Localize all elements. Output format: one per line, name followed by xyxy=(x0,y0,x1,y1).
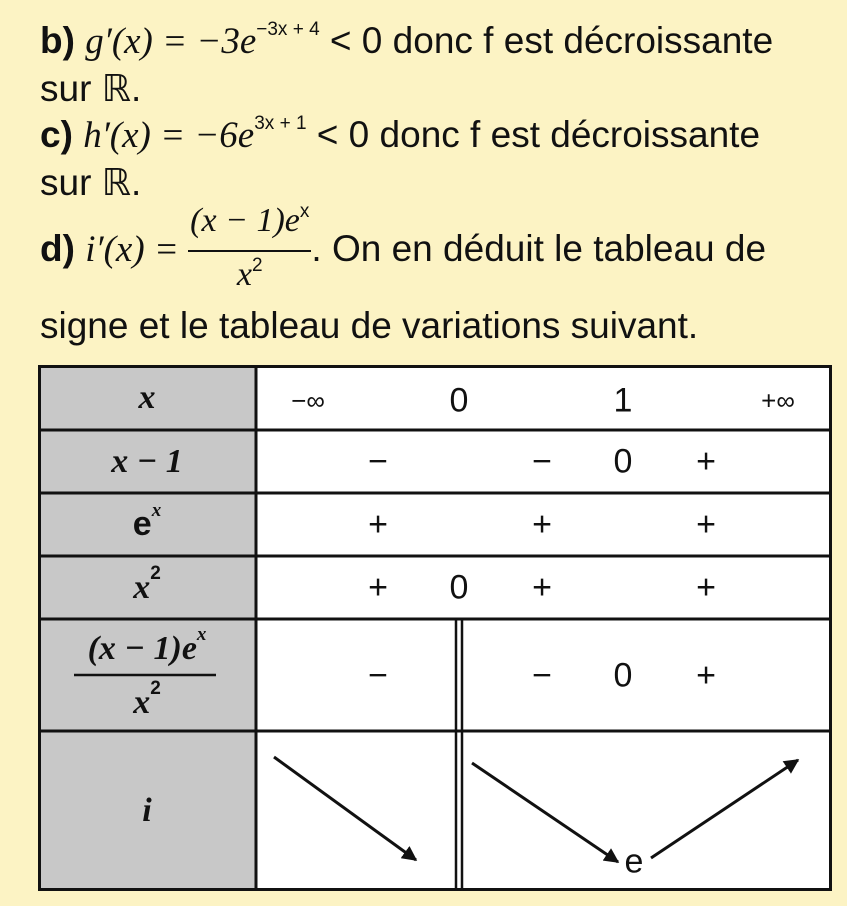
x-value-minus-infinity: −∞ xyxy=(291,385,325,416)
b-conclusion: < 0 donc f est décroissante xyxy=(319,20,774,61)
header-exp-exponent: x xyxy=(151,499,162,521)
x2-sign-1: + xyxy=(368,568,388,607)
label-c: c) xyxy=(40,114,73,155)
label-d: d) xyxy=(40,227,75,269)
header-derivative-numerator xyxy=(38,624,256,671)
header-x2-exponent: 2 xyxy=(150,562,161,584)
xm1-sign-1: − xyxy=(368,442,388,481)
x2-sign-2: + xyxy=(532,568,552,607)
header-x-minus-1-label: x − 1 xyxy=(111,442,183,480)
x-value-zero: 0 xyxy=(449,381,469,420)
line-d xyxy=(40,200,766,302)
header-x2-base: x xyxy=(133,568,151,606)
deriv-sign-3: + xyxy=(696,656,716,695)
ex-sign-2: + xyxy=(532,505,552,544)
g-prime-expr: g′(x) = −3e xyxy=(85,21,257,62)
i-prime-den-exp: 2 xyxy=(252,255,263,276)
xm1-zero: 0 xyxy=(613,442,633,481)
x-value-plus-infinity: +∞ xyxy=(761,385,795,416)
line-c-2: sur ℝ. xyxy=(40,162,142,203)
deriv-sign-2: − xyxy=(532,656,552,695)
header-exp-base: e xyxy=(132,505,152,543)
deriv-zero: 0 xyxy=(613,656,633,695)
label-b: b) xyxy=(40,20,75,61)
header-x-label: x xyxy=(138,378,156,416)
xm1-sign-3: + xyxy=(696,442,716,481)
c-conclusion: < 0 donc f est décroissante xyxy=(306,114,761,155)
g-exponent: −3x + 4 xyxy=(256,19,320,40)
ex-sign-3: + xyxy=(696,505,716,544)
h-exponent: 3x + 1 xyxy=(254,113,307,134)
header-frac-den-exp: 2 xyxy=(150,678,161,699)
minimum-value-label: e xyxy=(624,842,644,881)
i-prime-denominator: x xyxy=(236,256,253,293)
header-x-minus-1 xyxy=(38,430,256,493)
header-frac-num-exp: x xyxy=(196,624,207,645)
header-derivative-denominator xyxy=(38,679,256,727)
header-exp-x xyxy=(38,493,256,556)
i-prime-expr: i′(x) = xyxy=(85,228,189,270)
header-i-label: i xyxy=(142,792,152,829)
line-d-2: signe et le tableau de variations suivant. xyxy=(40,305,699,346)
x-value-one: 1 xyxy=(613,381,633,420)
header-i xyxy=(38,731,256,891)
i-prime-num-exp: x xyxy=(299,201,310,222)
ex-sign-1: + xyxy=(368,505,388,544)
xm1-sign-2: − xyxy=(532,442,552,481)
i-prime-numerator: (x − 1)e xyxy=(190,202,300,239)
deriv-sign-1: − xyxy=(368,656,388,695)
line-b-2: sur ℝ. xyxy=(40,68,142,109)
line-c xyxy=(40,114,760,163)
x2-zero: 0 xyxy=(449,568,469,607)
h-prime-expr: h′(x) = −6e xyxy=(83,115,255,156)
x2-sign-3: + xyxy=(696,568,716,607)
header-x-squared xyxy=(38,556,256,619)
sign-variation-table xyxy=(38,365,832,891)
header-x xyxy=(38,365,256,430)
i-prime-fraction xyxy=(188,200,311,302)
d-conclusion: . On en déduit le tableau de xyxy=(311,227,767,269)
line-b xyxy=(40,20,773,69)
header-frac-num: (x − 1)e xyxy=(87,630,197,667)
header-frac-den: x xyxy=(133,684,151,721)
